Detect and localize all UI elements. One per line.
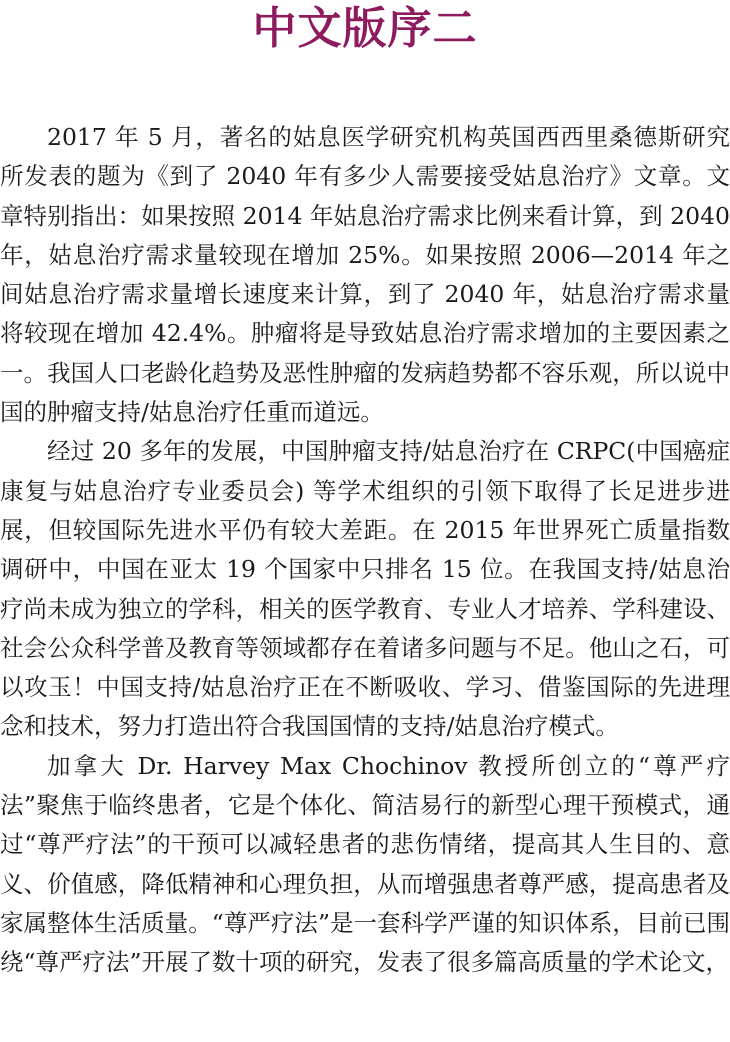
paragraph-2: 经过 20 多年的发展，中国肿瘤支持/姑息治疗在 CRPC(中国癌症康复与姑息治疗专业委员会) 等学术组织的引领下取得了长足进步进展，但较国际先进水平仍有较大差距。在 2015 年世界死亡质量指数调研中，中国在亚太 19 个国家中只排名 15 位。在我国支持/姑息治疗尚未成为独立的学科，相关的医学教育、专业人才培养、学科建设、社会公众科学普及教育等领域都存在着诸多问题与不足。他山之石，可以攻玉！中国支持/姑息治疗正在不断吸收、学习、借鉴国际的先进理念和技术，努力打造出符合我国国情的支持/姑息治疗模式。 — [0, 437, 730, 741]
body-text — [0, 118, 730, 983]
page-title: 中文版序二 — [252, 3, 478, 54]
paragraph-3: 加拿大 Dr. Harvey Max Chochinov 教授所创立的“尊严疗法”聚焦于临终患者，它是个体化、简洁易行的新型心理干预模式，通过“尊严疗法”的干预可以减轻患者的悲伤情绪，提高其人生目的、意义、价值感，降低精神和心理负担，从而增强患者尊严感，提高患者及家属整体生活质量。“尊严疗法”是一套科学严谨的知识体系，目前已围绕“尊严疗法”开展了数十项的研究，发表了很多篇高质量的学术论文， — [0, 751, 730, 977]
paragraph-1: 2017 年 5 月，著名的姑息医学研究机构英国西西里桑德斯研究所发表的题为《到了 2040 年有多少人需要接受姑息治疗》文章。文章特别指出：如果按照 2014 年姑息治疗需求比例来看计算，到 2040 年，姑息治疗需求量较现在增加 25%。如果按照 2006—2014 年之间姑息治疗需求量增长速度来计算，到了 2040 年，姑息治疗需求量将较现在增加 42.4%。肿瘤将是导致姑息治疗需求增加的主要因素之一。我国人口老龄化趋势及恶性肿瘤的发病趋势都不容乐观，所以说中国的肿瘤支持/姑息治疗任重而道远。 — [0, 123, 730, 427]
